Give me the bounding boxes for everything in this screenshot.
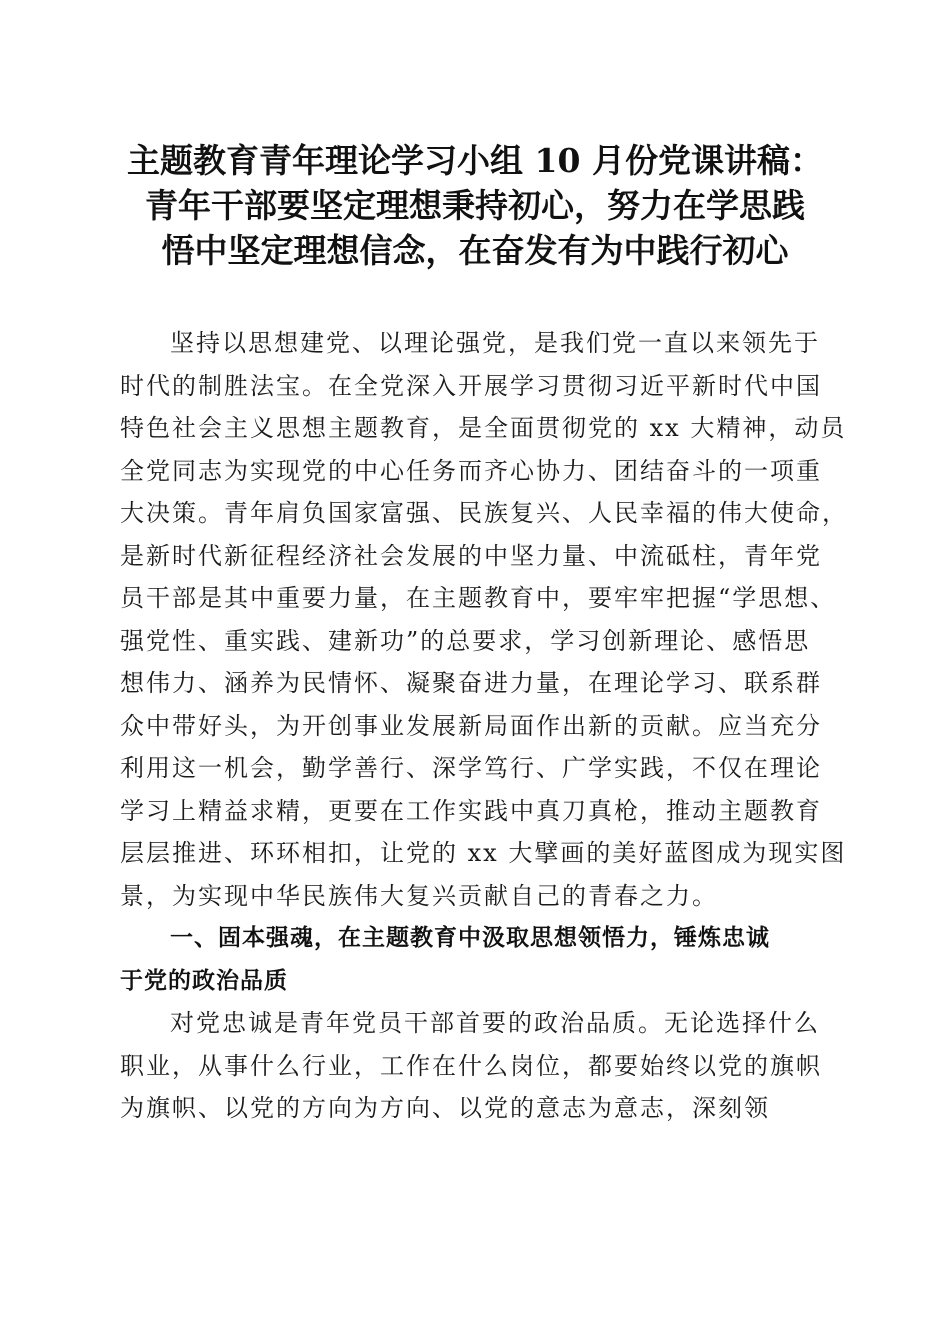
paragraph-1-line: 特色社会主义思想主题教育，是全面贯彻党的 xx 大精神，动员 [120,414,847,442]
paragraph-1-line: 景，为实现中华民族伟大复兴贡献自己的青春之力。 [120,881,718,910]
title-line-2: 青年干部要坚定理想秉持初心，努力在学思践 [145,186,805,225]
paragraph-1-line: 员干部是其中重要力量，在主题教育中，要牢牢把握“学思想、 [120,584,837,612]
paragraph-2-line: 对党忠诚是青年党员干部首要的政治品质。无论选择什么 [170,1009,820,1037]
paragraph-1-line: 时代的制胜法宝。在全党深入开展学习贯彻习近平新时代中国 [120,371,822,400]
paragraph-1-line: 利用这一机会，勤学善行、深学笃行、广学实践，不仅在理论 [120,754,822,782]
paragraph-1-line: 坚持以思想建党、以理论强党，是我们党一直以来领先于 [170,329,820,357]
title-line-1: 主题教育青年理论学习小组 10 月份党课讲稿： [127,141,823,180]
paragraph-1-line: 是新时代新征程经济社会发展的中坚力量、中流砥柱，青年党 [120,541,822,570]
paragraph-1-line: 强党性、重实践、建新功”的总要求，学习创新理论、感悟思 [120,626,811,655]
section-heading-line: 一、固本强魂，在主题教育中汲取思想领悟力，锤炼忠诚 [170,925,770,951]
paragraph-1-line: 大决策。青年肩负国家富强、民族复兴、人民幸福的伟大使命， [120,499,848,527]
section-heading-line: 于党的政治品质 [120,967,288,994]
document-title [100,138,850,273]
title-line-3: 悟中坚定理想信念，在奋发有为中践行初心 [161,231,789,270]
document-body [120,322,848,1130]
paragraph-1-line: 众中带好头，为开创事业发展新局面作出新的贡献。应当充分 [120,711,822,740]
paragraph-2-line: 职业，从事什么行业，工作在什么岗位，都要始终以党的旗帜 [120,1051,822,1080]
paragraph-1-line: 学习上精益求精，更要在工作实践中真刀真枪，推动主题教育 [120,796,822,825]
paragraph-1-line: 层层推进、环环相扣，让党的 xx 大擘画的美好蓝图成为现实图 [120,839,847,867]
paragraph-1-line: 全党同志为实现党的中心任务而齐心协力、团结奋斗的一项重 [120,456,822,485]
paragraph-2-line: 为旗帜、以党的方向为方向、以党的意志为意志，深刻领 [120,1094,770,1122]
paragraph-1-line: 想伟力、涵养为民情怀、凝聚奋进力量，在理论学习、联系群 [120,669,822,697]
